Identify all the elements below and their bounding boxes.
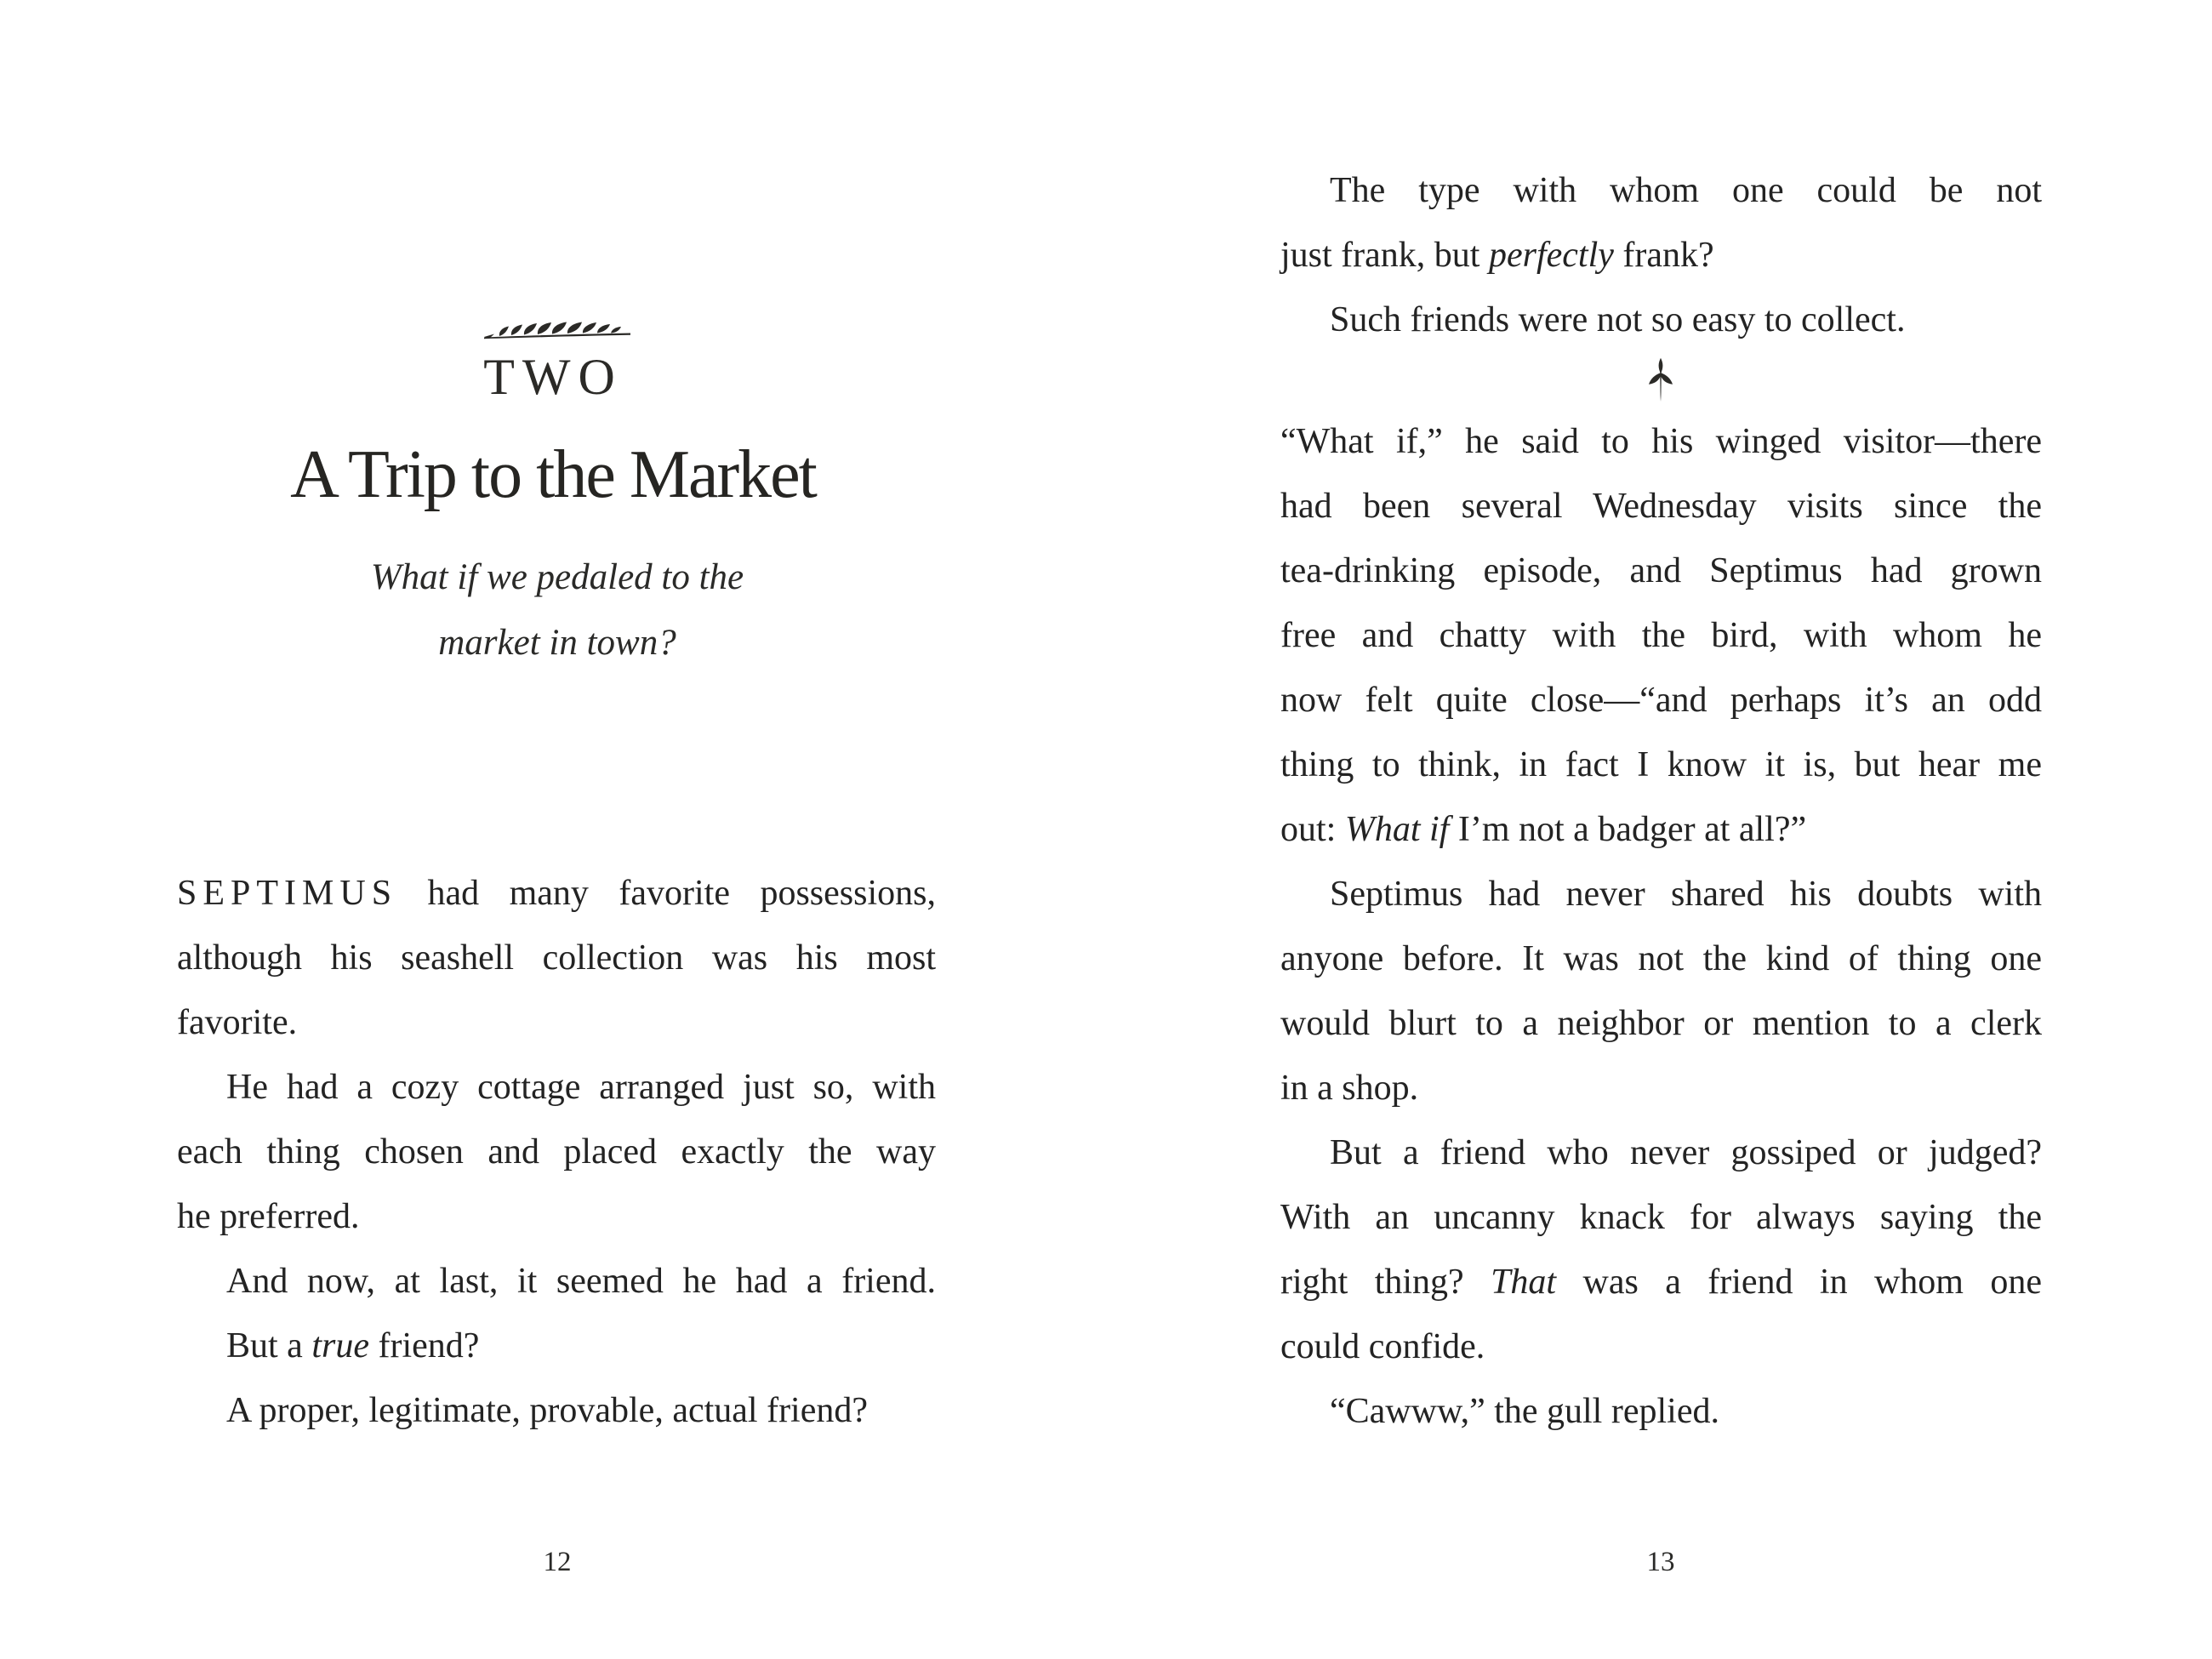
body-line: But a true friend? <box>226 1326 480 1365</box>
body-line: And now, at last, it seemed he had a friend. <box>226 1262 936 1301</box>
right-body-text-top <box>1280 158 2042 352</box>
chapter-title: A Trip to the Market <box>290 437 816 512</box>
feather-branch-icon <box>482 316 632 340</box>
chapter-number: TWO <box>483 349 623 405</box>
body-line: The type with whom one could be not <box>1330 171 2042 210</box>
body-line: SEPTIMUS had many favorite possessions, <box>177 874 936 913</box>
body-line: could confide. <box>1280 1327 1485 1366</box>
body-line: in a shop. <box>1280 1069 1419 1108</box>
leaf-sprig-icon <box>1645 357 1676 402</box>
body-line: although his seashell collection was his most <box>177 938 936 978</box>
page-number-right: 13 <box>1646 1547 1675 1577</box>
body-line: favorite. <box>177 1003 298 1042</box>
body-line: Septimus had never shared his doubts with <box>1330 875 2042 914</box>
left-body-text <box>177 861 936 1443</box>
body-line: “What if,” he said to his winged visitor—there <box>1280 422 2042 461</box>
body-line: But a friend who never gossiped or judged? <box>1330 1133 2042 1172</box>
body-line: had been several Wednesday visits since the <box>1280 487 2042 526</box>
body-line: he preferred. <box>177 1197 360 1236</box>
right-page <box>1106 0 2212 1659</box>
body-line: free and chatty with the bird, with whom he <box>1280 616 2042 655</box>
body-line: “Cawww,” the gull replied. <box>1330 1392 1719 1431</box>
body-line: right thing? That was a friend in whom one <box>1280 1263 2042 1302</box>
epigraph-line: What if we pedaled to the <box>370 557 744 597</box>
body-line: just frank, but perfectly frank? <box>1280 236 1714 275</box>
body-line: would blurt to a neighbor or mention to a clerk <box>1280 1004 2042 1043</box>
body-line: With an uncanny knack for always saying the <box>1280 1198 2042 1237</box>
body-line: each thing chosen and placed exactly the way <box>177 1132 936 1172</box>
right-body-text <box>1280 409 2042 1444</box>
body-line: anyone before. It was not the kind of thing one <box>1280 939 2042 978</box>
body-line: Such friends were not so easy to collect. <box>1330 300 1906 339</box>
chapter-epigraph <box>174 544 940 676</box>
body-line: now felt quite close—“and perhaps it’s an odd <box>1280 681 2042 720</box>
body-line: thing to think, in fact I know it is, but hear me <box>1280 745 2042 784</box>
epigraph-line: market in town? <box>438 623 676 663</box>
page-number-left: 12 <box>543 1547 572 1577</box>
body-line: A proper, legitimate, provable, actual friend? <box>226 1391 869 1430</box>
body-line: tea-drinking episode, and Septimus had grown <box>1280 551 2042 590</box>
body-line: out: What if I’m not a badger at all?” <box>1280 810 1807 849</box>
body-line: He had a cozy cottage arranged just so, with <box>226 1068 936 1107</box>
